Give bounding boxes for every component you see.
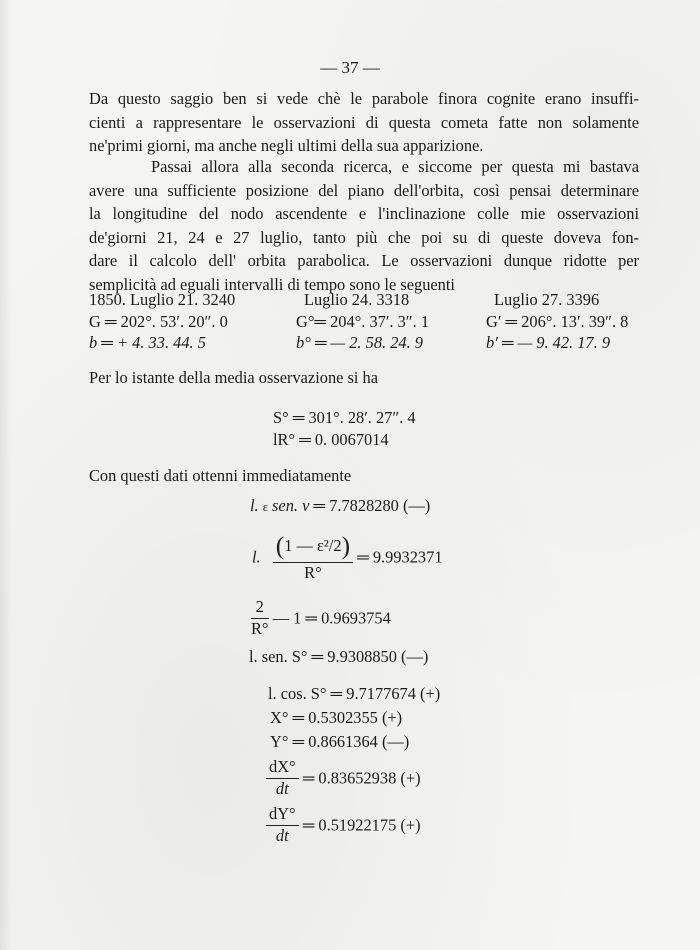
observation-latitude: b′ ═ — 9. 42. 17. 9: [486, 333, 611, 352]
text-line: semplicità ad eguali intervalli di tempo sono le seguenti: [89, 274, 455, 294]
formula-x0: X° ═ 0.5302355 (+): [270, 708, 403, 727]
formula-part: ═ 9.9932371: [357, 547, 443, 567]
mean-sun-longitude: S° ═ 301°. 28′. 27″. 4: [273, 408, 416, 427]
fraction: [251, 598, 269, 639]
paragraph-2: [89, 155, 639, 297]
fraction-denominator: dt: [275, 825, 289, 845]
results-intro: Con questi dati ottenni immediatamente: [89, 466, 352, 485]
formula-log-eps-sin-v: [250, 496, 430, 516]
formula-part: — 1 ═ 0.9693754: [272, 608, 391, 628]
text-line: la longitudine del nodo ascendente e l'inclinazione colle mie osservazioni: [89, 204, 639, 224]
fraction: [273, 532, 353, 583]
formula-two-over-r: [251, 598, 391, 639]
text-line: de'giorni 21, 24 e 27 luglio, tanto più che poi su di queste doveva fon-: [89, 227, 639, 247]
observation-column-2: [296, 289, 429, 354]
formula-part: ═ 7.7828280 (—): [313, 496, 431, 515]
fraction: [266, 758, 299, 799]
observation-date: 1850. Luglio 21. 3240: [89, 290, 236, 309]
formula-part: l.: [252, 547, 261, 567]
observation-date: Luglio 27. 3396: [494, 290, 600, 309]
fraction-denominator: R°: [251, 618, 269, 638]
text-line: avere una sufficiente posizione del piano dell'orbita, così pensai determinare: [89, 180, 639, 200]
formula-part: ═ 0.51922175 (+): [302, 815, 421, 835]
text-line: dare il calcolo dell' orbita parabolica. Le osservazioni dunque ridotte per: [89, 251, 639, 271]
fraction-denominator: R°: [304, 563, 322, 583]
page-number: — 37 —: [320, 58, 380, 77]
text-line: Passai allora alla seconda ricerca, e siccome per questa mi bastava: [151, 157, 639, 176]
formula-log-cos-s: l. cos. S° ═ 9.7177674 (+): [268, 684, 441, 703]
fraction: [266, 805, 299, 846]
observation-column-3: [486, 289, 628, 354]
text-line: ne'primi giorni, ma anche negli ultimi della sua apparizione.: [89, 136, 484, 156]
formula-part: sen. v: [272, 496, 310, 515]
paragraph-1: [89, 87, 639, 158]
observation-latitude: b ═ + 4. 33. 44. 5: [89, 333, 206, 352]
formula-part: ε: [262, 500, 268, 514]
observation-column-1: [89, 289, 235, 354]
observation-longitude: G′ ═ 206°. 13′. 39″. 8: [486, 311, 629, 331]
formula-log-sin-s: l. sen. S° ═ 9.9308850 (—): [249, 647, 429, 666]
observation-latitude: b° ═ — 2. 58. 24. 9: [296, 333, 423, 352]
formula-dy-dt: [266, 805, 421, 846]
observation-longitude: G°═ 204°. 37′. 3″. 1: [296, 311, 430, 331]
formula-part: l.: [250, 496, 259, 515]
observation-longitude: G ═ 202°. 53′. 20″. 0: [89, 311, 228, 331]
formula-dx-dt: [266, 758, 421, 799]
fraction-numerator: 2: [251, 598, 269, 619]
mean-log-radius: lR° ═ 0. 0067014: [273, 430, 389, 449]
fraction-numerator: dX°: [266, 758, 299, 779]
numerator-text: 1 — ε²/2: [284, 535, 342, 555]
formula-y0: Y° ═ 0.8661364 (—): [270, 732, 410, 751]
fraction-numerator: (1 — ε²/2): [273, 532, 353, 563]
fraction-numerator: dY°: [266, 805, 299, 826]
fraction-denominator: dt: [275, 778, 289, 798]
text-line: cienti a rappresentare le osservazioni di questa cometa fatte non solamente: [89, 112, 639, 132]
observation-date: Luglio 24. 3318: [304, 290, 410, 309]
mean-observation-intro: Per lo istante della media osservazione si ha: [89, 368, 379, 387]
formula-part: ═ 0.83652938 (+): [302, 768, 421, 788]
formula-log-fraction: [252, 532, 443, 583]
text-line: Da questo saggio ben si vede chè le parabole finora cognite erano insuffi-: [89, 89, 639, 108]
